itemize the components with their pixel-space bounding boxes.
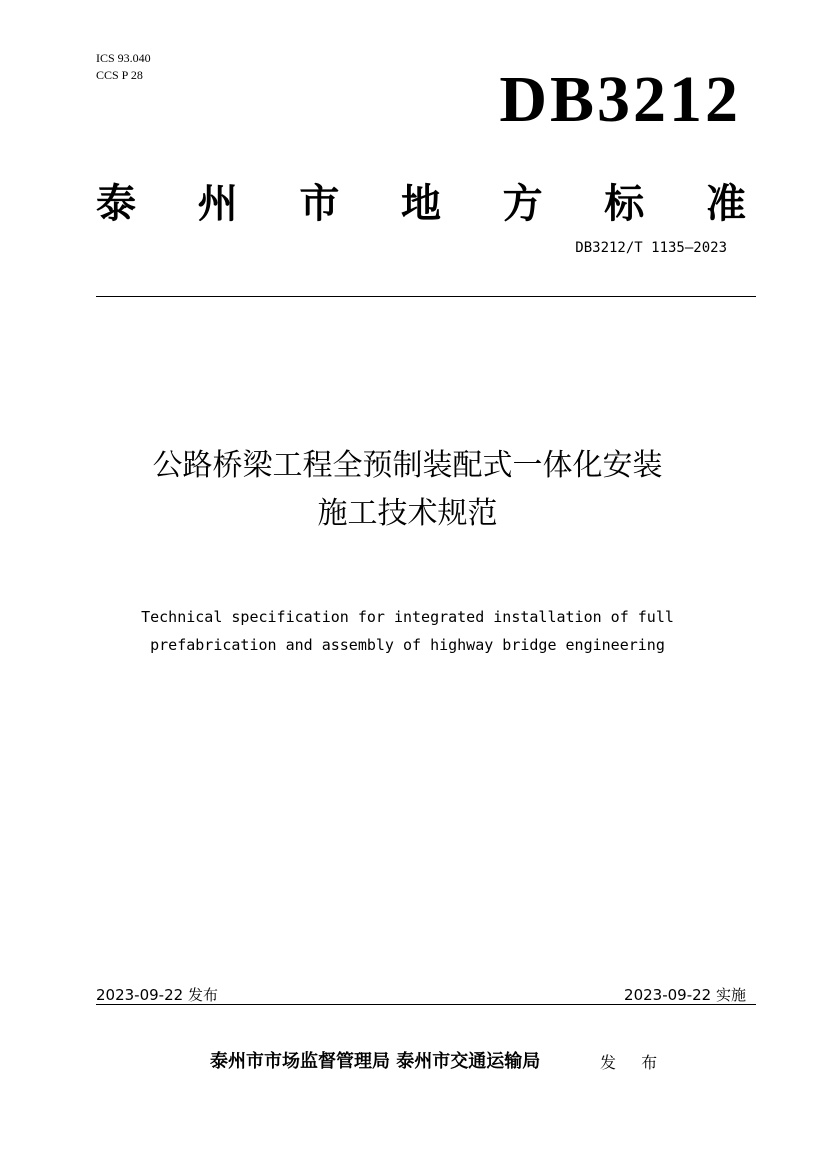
classification-codes bbox=[96, 50, 151, 84]
issue-date: 2023-09-22 发布 bbox=[96, 986, 218, 1004]
standard-type bbox=[96, 170, 746, 230]
english-title-line: Technical specification for integrated installation of full bbox=[141, 608, 674, 626]
standard-type-char: 泰 bbox=[96, 179, 136, 227]
english-title-line: prefabrication and assembly of highway bridge engineering bbox=[150, 636, 665, 654]
implementation-date: 2023-09-22 实施 bbox=[624, 986, 746, 1004]
chinese-title bbox=[0, 442, 815, 538]
standard-type-char: 方 bbox=[502, 179, 543, 227]
chinese-title-line: 施工技术规范 bbox=[317, 496, 498, 531]
ics-code: ICS 93.040 bbox=[96, 51, 151, 65]
standard-type-char: 市 bbox=[299, 179, 340, 227]
chinese-title-line: 公路桥梁工程全预制装配式一体化安装 bbox=[152, 448, 663, 483]
english-title bbox=[0, 603, 815, 659]
standard-number: DB3212/T 1135—2023 bbox=[575, 240, 727, 256]
standard-type-char: 州 bbox=[197, 179, 238, 227]
issuing-authorities: 泰州市市场监督管理局 泰州市交通运输局 bbox=[210, 1051, 541, 1072]
issue-label: 发 布 bbox=[600, 1053, 668, 1072]
footer-divider bbox=[96, 1004, 756, 1005]
standard-code: DB3212 bbox=[499, 63, 741, 136]
date-row bbox=[96, 984, 756, 1004]
standard-type-char: 准 bbox=[705, 179, 746, 227]
header-divider bbox=[96, 296, 756, 297]
standard-type-char: 地 bbox=[400, 179, 441, 227]
standard-type-char: 标 bbox=[604, 179, 645, 227]
ccs-code: CCS P 28 bbox=[96, 68, 143, 82]
